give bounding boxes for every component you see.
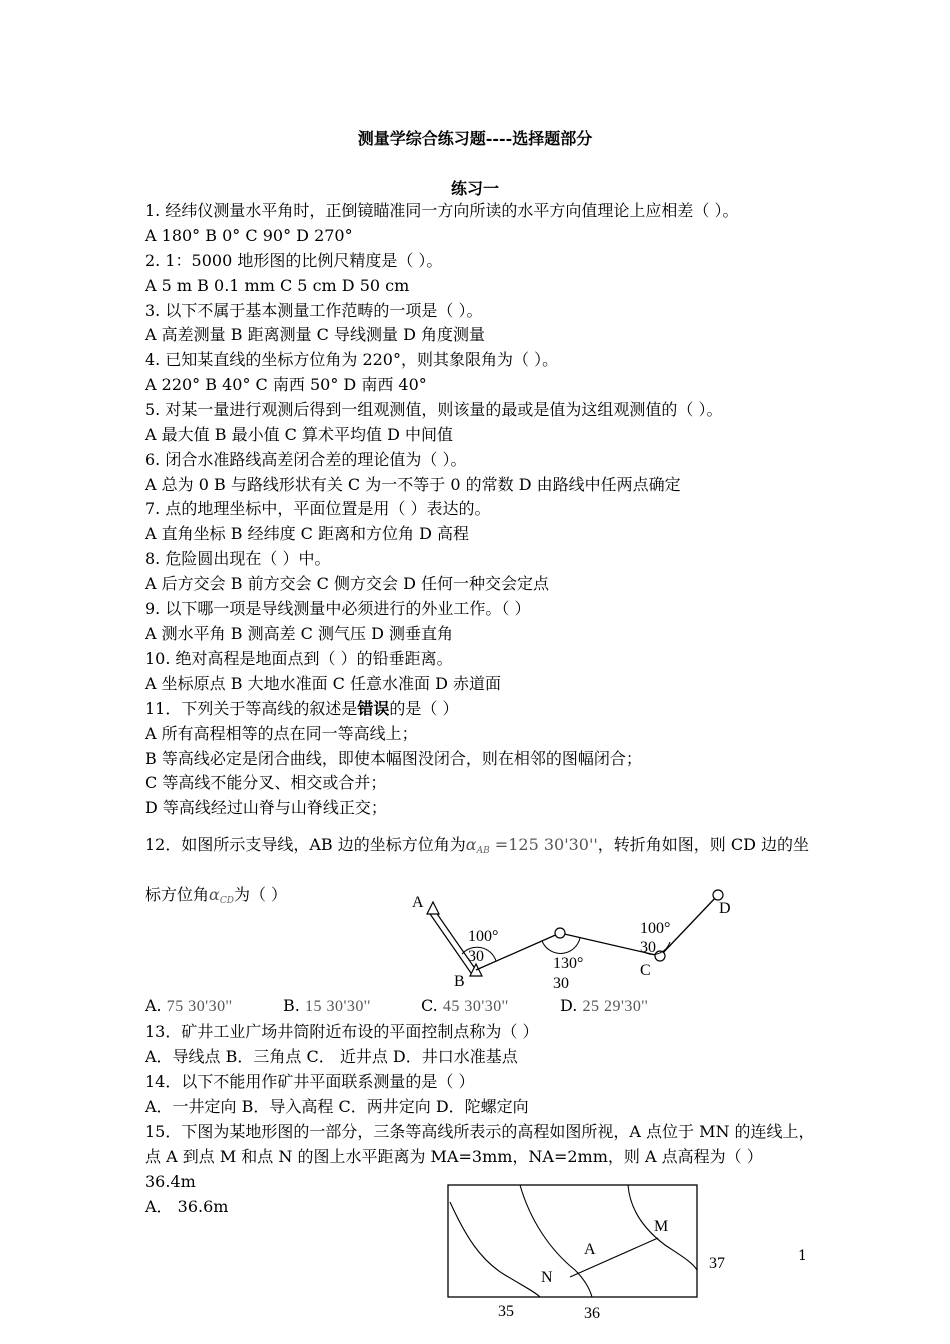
question-5-options: A 最大值 B 最小值 C 算术平均值 D 中间值 bbox=[145, 425, 453, 444]
question-12-line-2: 标方位角$\alpha_{CD}$为（ ） bbox=[145, 885, 288, 906]
question-9: 9. 以下哪一项是导线测量中必须进行的外业工作。（ ） bbox=[145, 599, 531, 618]
question-1: 1. 经纬仪测量水平角时，正倒镜瞄准同一方向所读的水平方向值理论上应相差（ ）。 bbox=[145, 201, 739, 220]
question-11-option-c: C 等高线不能分叉、相交或合并； bbox=[145, 773, 387, 792]
question-12-option-b: B. 15 30'30'' bbox=[283, 996, 371, 1015]
label-n: N bbox=[541, 1269, 553, 1286]
question-12-option-a: A. 75 30'30'' bbox=[145, 996, 233, 1015]
question-12: 12．如图所示支导线，AB 边的坐标方位角为$\alpha_{AB} =125$ 30'30''，转折角如图，则 CD 边的坐 bbox=[145, 835, 809, 856]
contour-figure bbox=[440, 1180, 740, 1330]
label-35: 35 bbox=[498, 1303, 514, 1320]
question-14-options: A．一井定向 B．导入高程 C．两井定向 D．陀螺定向 bbox=[145, 1097, 529, 1116]
question-11: 11．下列关于等高线的叙述是错误的是（ ） bbox=[145, 699, 459, 718]
label-a: A bbox=[412, 894, 424, 911]
question-15: 15．下图为某地形图的一部分，三条等高线所表示的高程如图所视，A 点位于 MN 的连线上， bbox=[145, 1122, 815, 1141]
point-d-circle bbox=[713, 890, 723, 900]
point-a-triangle bbox=[427, 902, 439, 914]
label-b: B bbox=[454, 973, 465, 990]
point-mid-circle bbox=[555, 928, 565, 938]
question-6-options: A 总为 0 B 与路线形状有关 C 为一不等于 0 的常数 D 由路线中任两点确定 bbox=[145, 475, 681, 494]
question-15-option-fragment: 36.4m bbox=[145, 1172, 196, 1191]
question-14: 14．以下不能用作矿井平面联系测量的是（ ） bbox=[145, 1072, 475, 1091]
question-3: 3. 以下不属于基本测量工作范畴的一项是（ ）。 bbox=[145, 301, 483, 320]
question-10-options: A 坐标原点 B 大地水准面 C 任意水准面 D 赤道面 bbox=[145, 674, 501, 693]
question-10: 10. 绝对高程是地面点到（ ）的铅垂距离。 bbox=[145, 649, 453, 668]
question-8-options: A 后方交会 B 前方交会 C 侧方交会 D 任何一种交会定点 bbox=[145, 574, 549, 593]
angle-b-degrees: 100° bbox=[468, 928, 499, 945]
question-7-options: A 直角坐标 B 经纬度 C 距离和方位角 D 高程 bbox=[145, 524, 469, 543]
question-13-options: A．导线点 B．三角点 C． 近井点 D．井口水准基点 bbox=[145, 1047, 518, 1066]
label-36: 36 bbox=[584, 1305, 600, 1322]
question-4: 4. 已知某直线的坐标方位角为 220°，则其象限角为（ ）。 bbox=[145, 350, 559, 369]
question-11-option-a: A 所有高程相等的点在同一等高线上； bbox=[145, 724, 418, 743]
question-7: 7. 点的地理坐标中，平面位置是用（ ）表达的。 bbox=[145, 499, 491, 518]
angle-mid-degrees: 130° bbox=[553, 955, 584, 972]
angle-b-minutes: 30 bbox=[468, 948, 484, 965]
angle-arc-mid bbox=[542, 938, 580, 953]
question-2: 2. 1：5000 地形图的比例尺精度是（ ）。 bbox=[145, 251, 443, 270]
question-9-options: A 测水平角 B 测高差 C 测气压 D 测垂直角 bbox=[145, 624, 453, 643]
label-c: C bbox=[640, 962, 651, 979]
question-11-option-d: D 等高线经过山脊与山脊线正交； bbox=[145, 798, 387, 817]
label-point-a: A bbox=[584, 1241, 596, 1258]
question-8: 8. 危险圆出现在（ ）中。 bbox=[145, 549, 331, 568]
question-4-options: A 220° B 40° C 南西 50° D 南西 40° bbox=[145, 375, 427, 394]
angle-c-minutes: 30 bbox=[640, 939, 656, 956]
question-6: 6. 闭合水准路线高差闭合差的理论值为（ ）。 bbox=[145, 450, 467, 469]
question-3-options: A 高差测量 B 距离测量 C 导线测量 D 角度测量 bbox=[145, 325, 485, 344]
traverse-figure bbox=[400, 880, 760, 1000]
traverse-line-ab-double bbox=[428, 911, 471, 973]
question-15-line-2: 点 A 到点 M 和点 N 的图上水平距离为 MA=3mm，NA=2mm，则 A 点高程为（ ） bbox=[145, 1147, 763, 1166]
document-title: 测量学综合练习题----选择题部分 bbox=[357, 129, 593, 148]
contour-36 bbox=[520, 1185, 592, 1297]
question-11-option-b: B 等高线必定是闭合曲线，即使本幅图没闭合，则在相邻的图幅闭合； bbox=[145, 749, 642, 768]
contour-35 bbox=[450, 1202, 540, 1297]
label-d: D bbox=[719, 900, 731, 917]
label-37: 37 bbox=[709, 1255, 725, 1272]
page-number: 1 bbox=[798, 1248, 807, 1264]
question-15-option-a: A． 36.6m bbox=[145, 1197, 229, 1216]
emphasis-wrong: 错误 bbox=[357, 699, 390, 718]
section-heading: 练习一 bbox=[450, 179, 499, 198]
label-m: M bbox=[654, 1218, 669, 1235]
question-13: 13．矿井工业广场井筒附近布设的平面控制点称为（ ） bbox=[145, 1022, 539, 1041]
question-2-options: A 5 m B 0.1 mm C 5 cm D 50 cm bbox=[145, 276, 410, 295]
angle-c-degrees: 100° bbox=[640, 920, 671, 937]
question-12-option-d: D. 25 29'30'' bbox=[560, 996, 649, 1015]
angle-mid-minutes: 30 bbox=[553, 975, 569, 992]
question-1-options: A 180° B 0° C 90° D 270° bbox=[145, 226, 353, 245]
question-12-option-c: C. 45 30'30'' bbox=[421, 996, 509, 1015]
question-5: 5. 对某一量进行观测后得到一组观测值，则该量的最或是值为这组观测值的（ ）。 bbox=[145, 400, 723, 419]
